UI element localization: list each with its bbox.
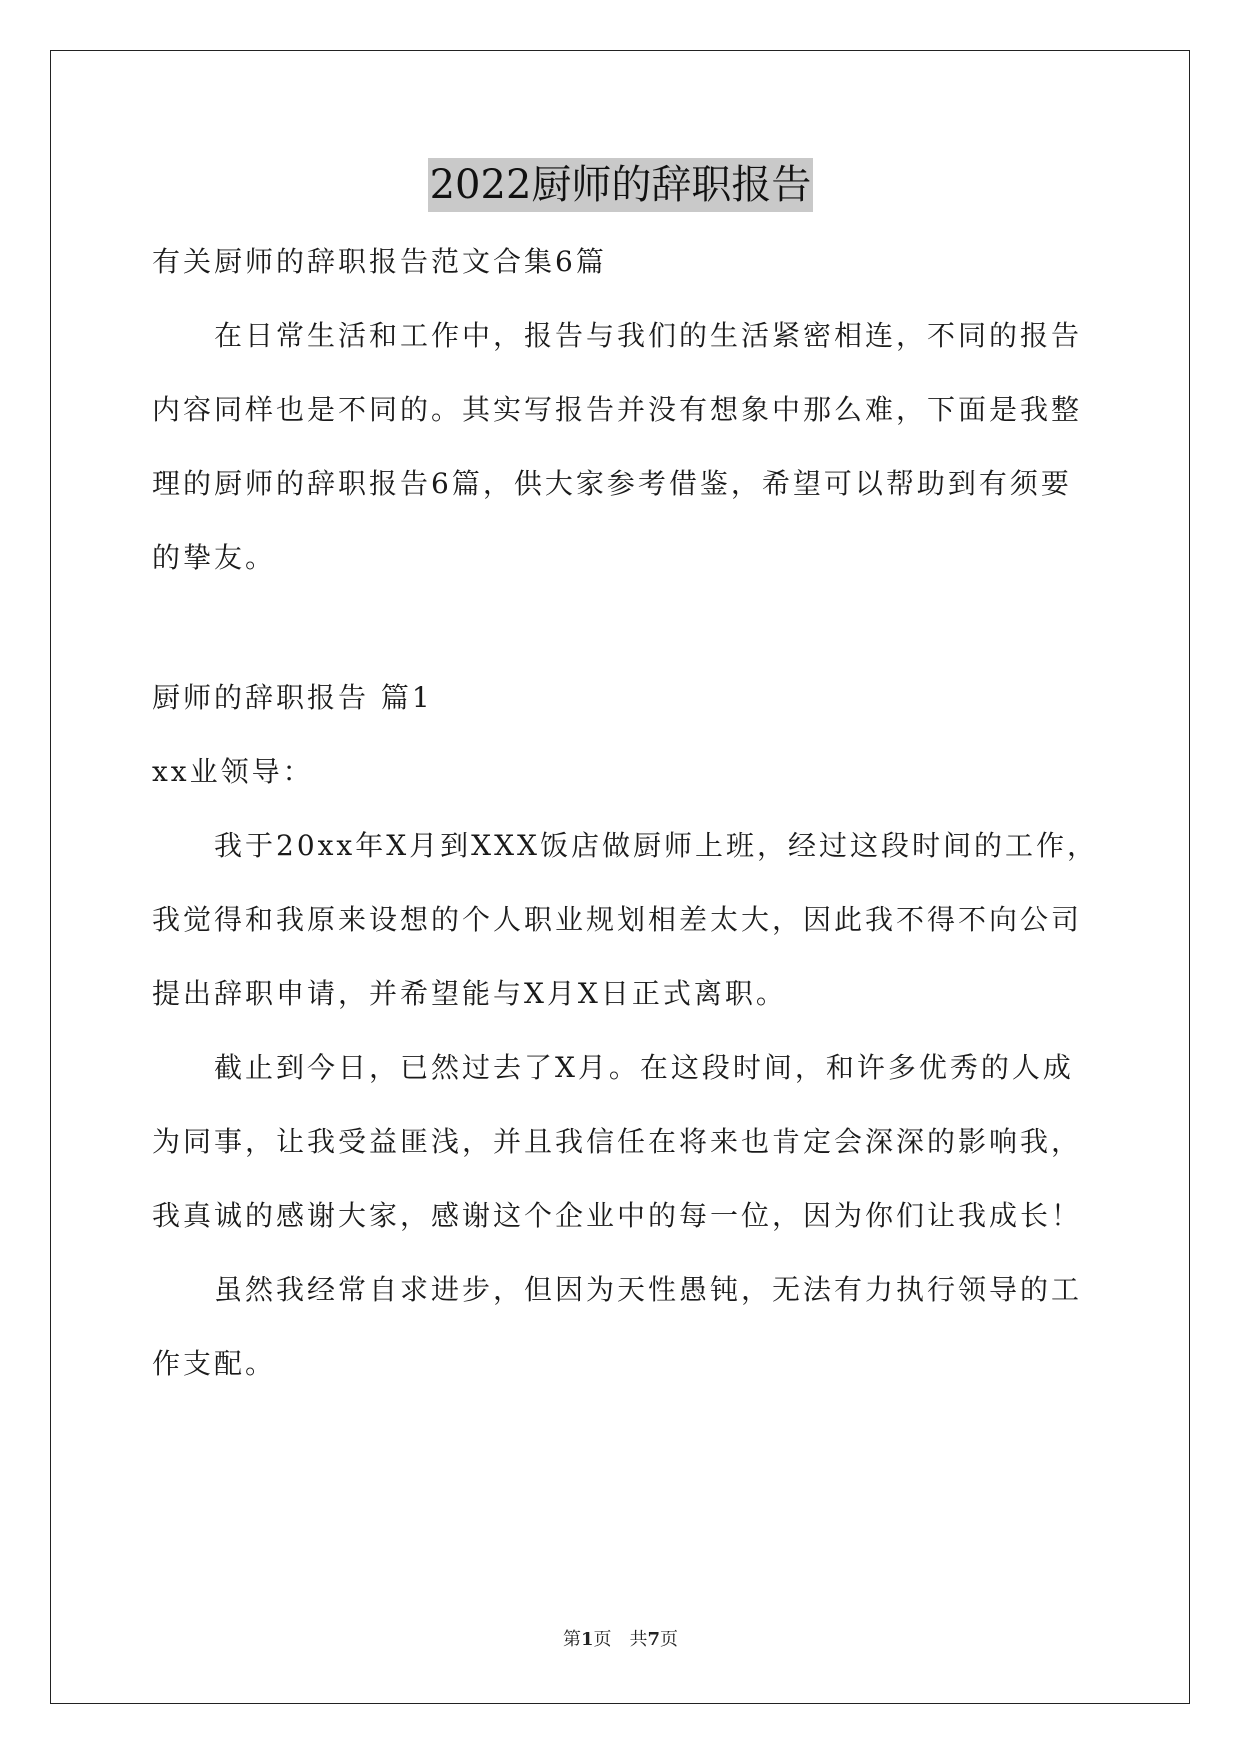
title-container <box>0 158 1241 212</box>
document-title: 2022厨师的辞职报告 <box>428 158 814 212</box>
paragraph-line: 提出辞职申请，并希望能与X月X日正式离职。 <box>152 977 787 1010</box>
salutation: xx业领导： <box>152 755 314 788</box>
document-subtitle: 有关厨师的辞职报告范文合集6篇 <box>152 245 607 278</box>
page-footer <box>0 1625 1241 1651</box>
total-prefix: 共 <box>629 1629 648 1650</box>
page-number: 1 <box>580 1629 594 1650</box>
section-heading: 厨师的辞职报告 篇1 <box>152 681 433 714</box>
paragraph-line: 我觉得和我原来设想的个人职业规划相差太大，因此我不得不向公司 <box>152 903 1083 936</box>
page-prefix: 第 <box>562 1629 581 1650</box>
page-suffix: 页 <box>593 1629 612 1650</box>
paragraph-line: 为同事，让我受益匪浅，并且我信任在将来也肯定会深深的影响我， <box>152 1125 1083 1158</box>
page-border <box>50 50 1190 1704</box>
paragraph-line: 的挚友。 <box>152 541 277 574</box>
total-suffix: 页 <box>660 1629 679 1650</box>
paragraph-line: 理的厨师的辞职报告6篇，供大家参考借鉴，希望可以帮助到有须要 <box>152 467 1072 500</box>
paragraph-line: 内容同样也是不同的。其实写报告并没有想象中那么难，下面是我整 <box>152 393 1083 426</box>
paragraph-line: 作支配。 <box>152 1347 277 1380</box>
paragraph-line: 截止到今日，已然过去了X月。在这段时间，和许多优秀的人成 <box>152 1051 1074 1084</box>
paragraph-line: 在日常生活和工作中，报告与我们的生活紧密相连，不同的报告 <box>152 319 1083 352</box>
total-pages: 7 <box>647 1629 661 1650</box>
paragraph-line: 虽然我经常自求进步，但因为天性愚钝，无法有力执行领导的工 <box>152 1273 1083 1306</box>
paragraph-line: 我真诚的感谢大家，感谢这个企业中的每一位，因为你们让我成长！ <box>152 1199 1083 1232</box>
paragraph-line: 我于20xx年X月到XXX饭店做厨师上班，经过这段时间的工作， <box>152 829 1098 862</box>
